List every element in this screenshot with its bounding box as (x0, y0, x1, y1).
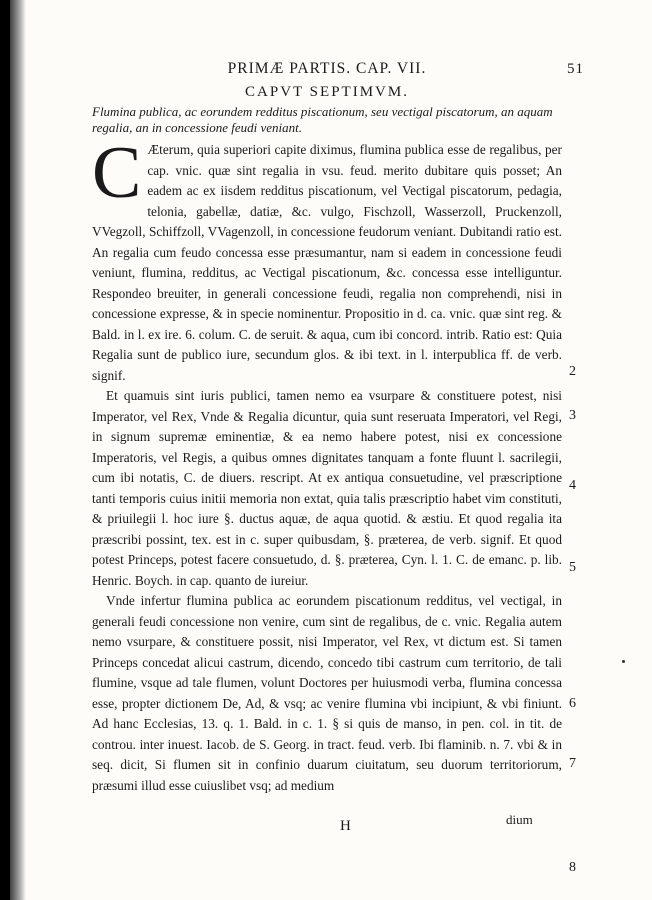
signature-mark: H (340, 818, 351, 834)
catchword: dium (506, 812, 533, 827)
ink-speck (622, 660, 625, 663)
drop-capital: C (92, 132, 142, 214)
chapter-summary: Flumina publica, ac eorundem redditus piscationum, seu vectigal piscatorum, an aquam regalia, an in concessione feudi veniant. (92, 104, 553, 135)
margin-number: 3 (569, 408, 576, 423)
paragraph-3: Vnde infertur flumina publica ac eorundem piscationum redditus, vel vectigal, in generali feudi concessione non venire, cum sint de regalibus, de c. vnic. Regalia autem nemo vsurpare, & constituere possit, nisi Imperator, vel Rex, vt dictum est. Si tamen Princeps concedat alicui castrum, dicendo, concedo tibi castrum cum territorio, de tali flumine, vsque ad tale flumen, volunt Doctores per huiusmodi verba, flumina concessa esse, propter dictionem De, Ad, & vsq; ac venire flumina vbi incipiunt, & vbi finiunt. Ad hanc Ecclesias, 13. q. 1. Bald. in c. 1. § si quis de manso, in pen. col. in tit. de controu. inter inuest. Iacob. de S. Georg. in tract. feud. verb. Ibi flaminib. n. 7. vbi & in seq. dicit, Si flumen sit in confinio duarum ciuitatum, seu duorum territoriorum, præsumi illud esse cuiuslibet vsq; ad medium (92, 593, 562, 793)
margin-number: 6 (569, 696, 576, 711)
binding-edge (0, 0, 10, 900)
margin-number: 8 (569, 860, 576, 875)
book-page (92, 58, 584, 875)
margin-number: 7 (569, 756, 576, 771)
paragraph-2: Et quamuis sint iuris publici, tamen nemo ea vsurpare & constituere potest, nisi Imperator, vel Rex, Vnde & Regalia dicuntur, quia sunt reseruata Imperatori, vel Regi, in signum supremæ eminentiæ, & ea nemo habere potest, nisi ex concessione Imperatoris, vel Regis, a quibus omnes dignitates tanquam a fonte fluunt l. sacrilegii, cum ibi notatis, C. de diuers. rescript. At ex antiqua consuetudine, vel præscriptione tanti temporis cuius initii memoria non extat, quia talis præscriptio habet vim constituti, & priuilegii l. hoc iure §. ductus aquæ, de aqua quotid. & æstiu. Et quod regalia ita præscribi possint, tex. est in c. super quibusdam, §. præterea, de verb. signif. Et quod potest Princeps, potest facere consuetudo, d. §. præterea, Cyn. l. 1. C. de emanc. p. lib. Henric. Boych. in cap. quanto de iureiur. (92, 388, 562, 588)
page-number: 51 (567, 61, 584, 77)
body-text (92, 132, 576, 875)
running-title: PRIMÆ PARTIS. CAP. VII. (227, 60, 427, 77)
chapter-title: CAPVT SEPTIMVM. (245, 84, 409, 100)
margin-number: 2 (569, 364, 576, 379)
margin-number: 5 (569, 560, 576, 575)
paragraph-1: Æterum, quia superiori capite diximus, flumina publica esse de regalibus, per cap. vnic. quæ sint regalia in vsu. feud. merito dubitare quis posset; An eadem ac ex iisdem redditus piscationum, vel Vectigal piscatorum, pedagia, telonia, gabellæ, datiæ, &c. vulgo, Fischzoll, Wasserzoll, Pruckenzoll, VVegzoll, Schiffzoll, VVagenzoll, in concessione feudorum veniant. Dubitandi ratio est. An regalia cum feudo concessa esse præsumantur, nam si eadem in concessione feudi veniunt, flumina, redditus, ac Vectigal piscationum, &c. concessa esse intelliguntur. Respondeo breuiter, in generali concessione feudi, regalia non comprehendi, nisi in concessione expresse, & in specie nominentur. Propositio in d. ca. vnic. quæ sint reg. & Bald. in l. ex ire. 6. colum. C. de seruit. & aqua, cum ibi concord. intrib. Ratio est: Quia Regalia sunt de publico iure, secundum glos. & ibi text. in l. interpublica ff. de verb. signif. (92, 142, 562, 383)
margin-number: 4 (569, 478, 576, 493)
running-head (92, 58, 584, 80)
